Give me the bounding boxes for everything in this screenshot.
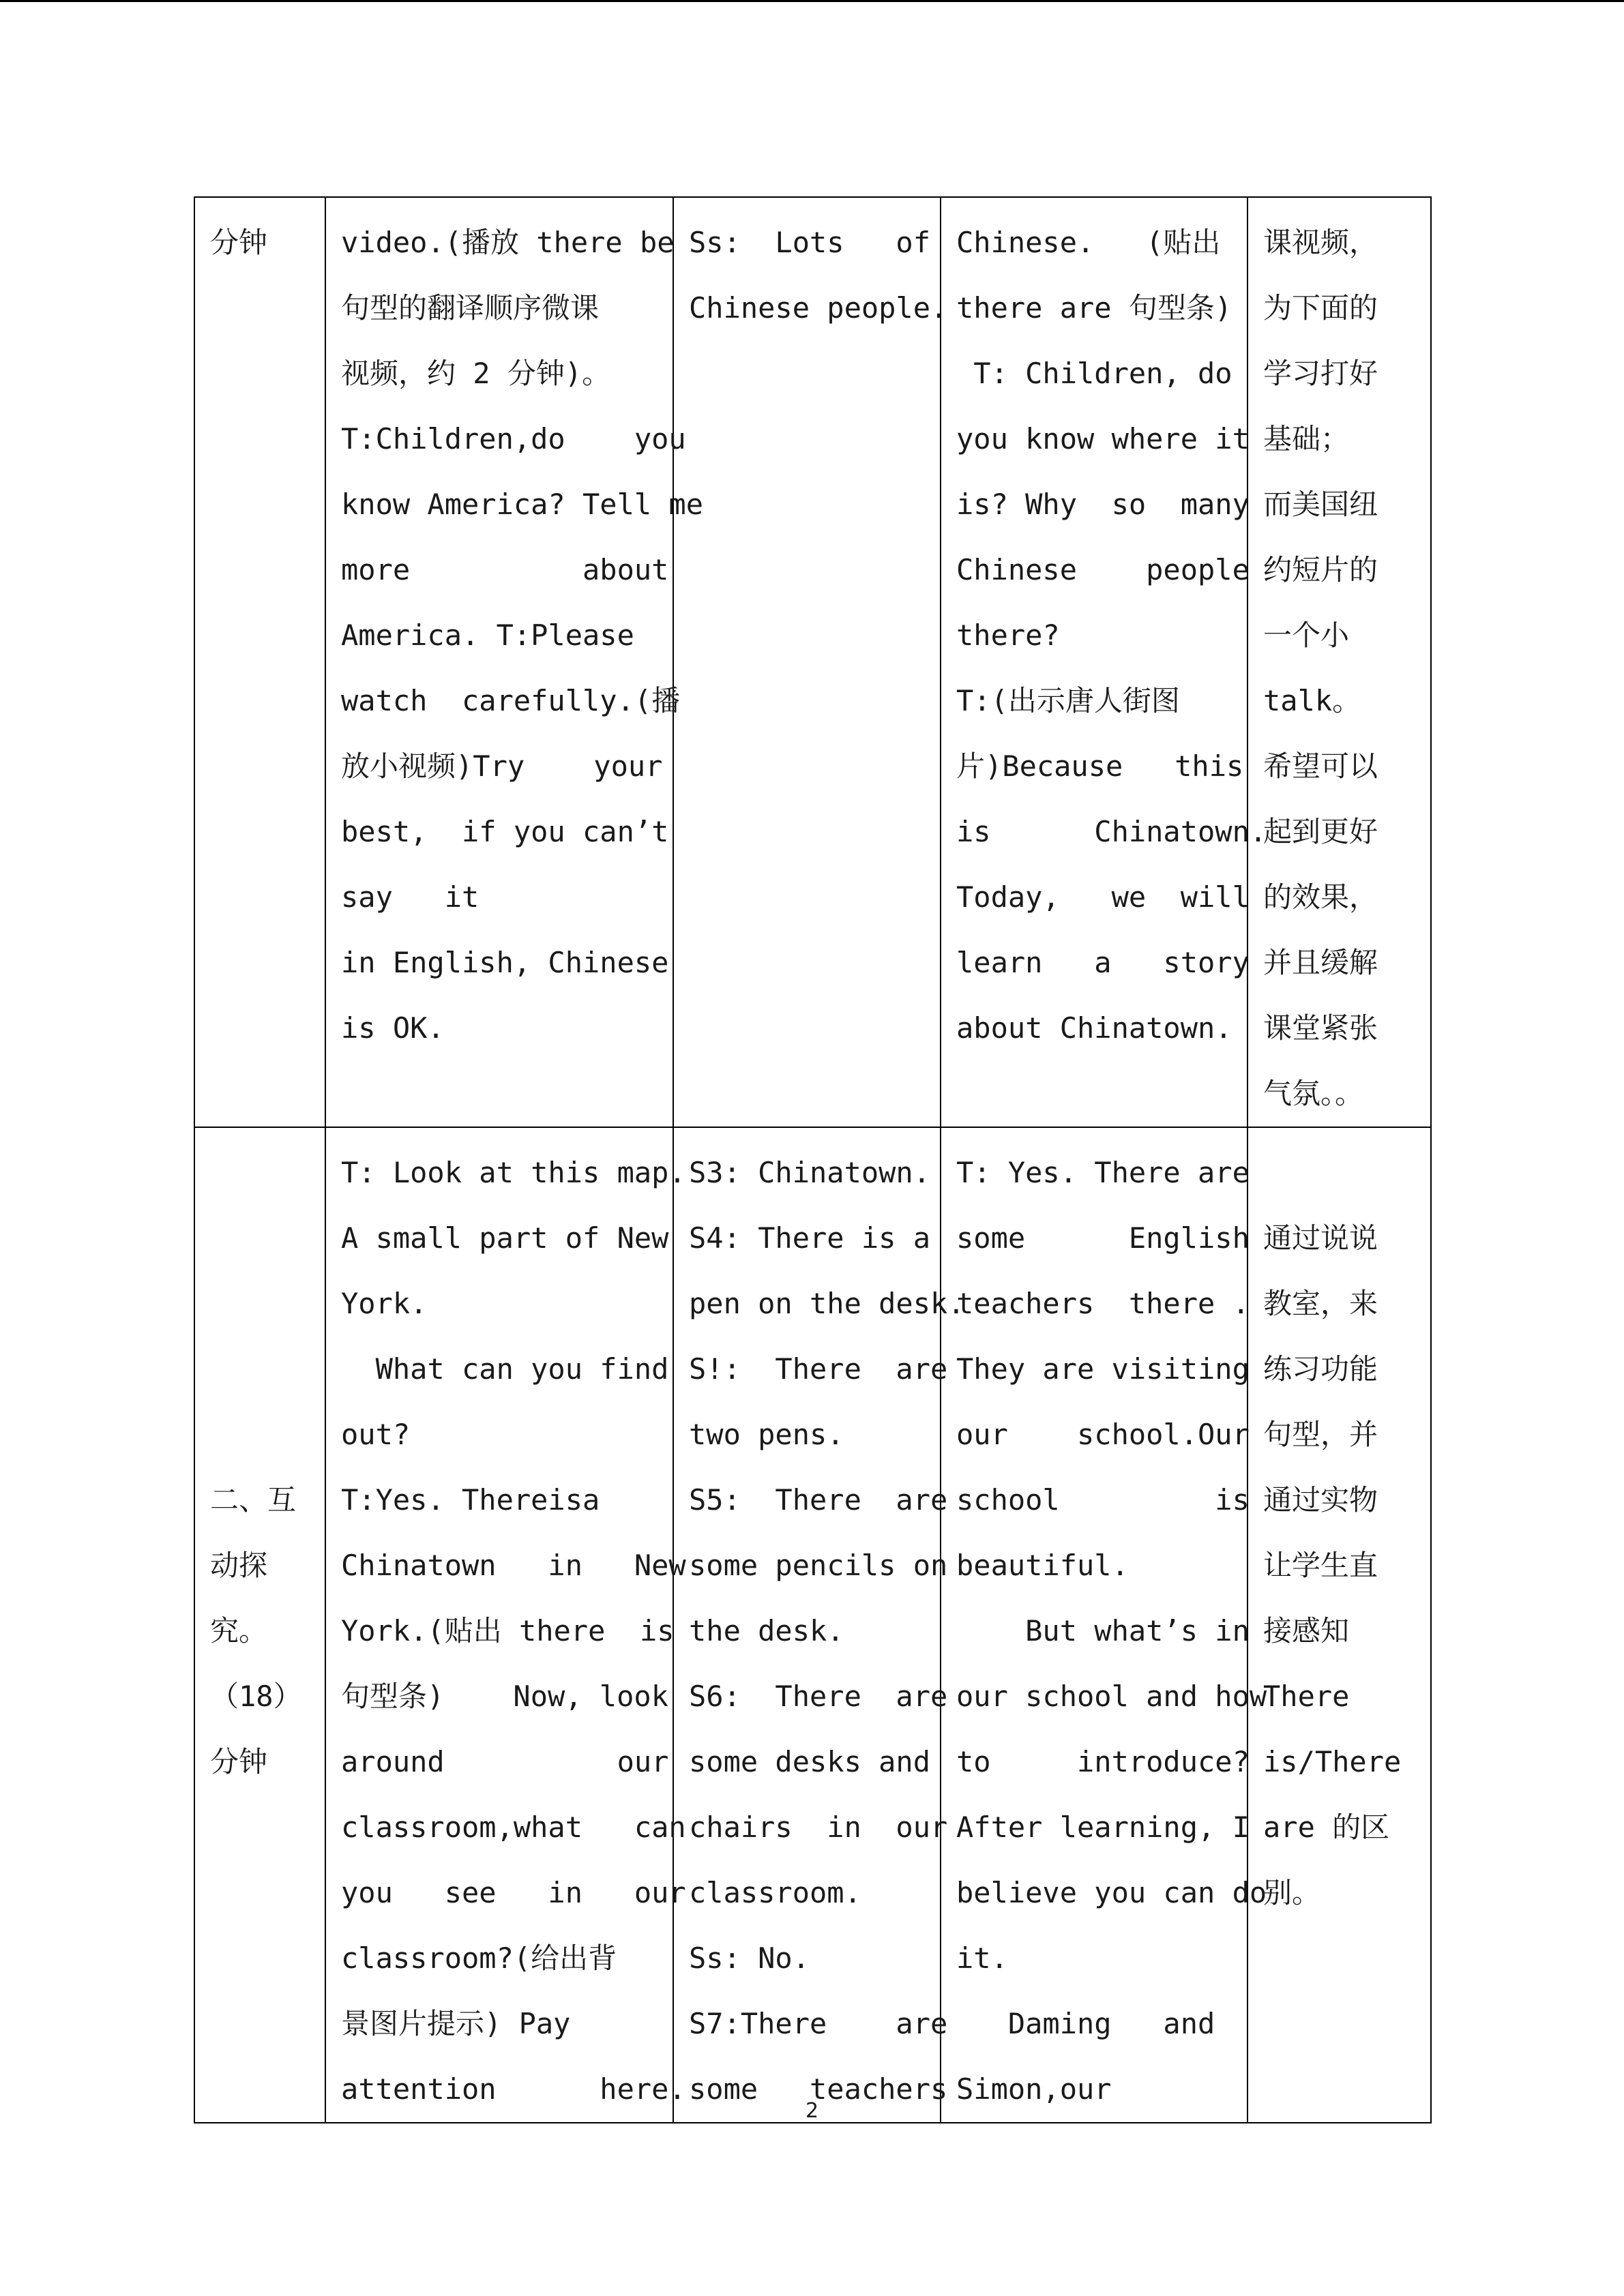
cell-text-line: to introduce? (956, 1745, 1250, 1778)
cell-text-line: Chinese people (956, 553, 1250, 586)
cell-text-line: out? (341, 1418, 411, 1451)
cell-text-line: S3: Chinatown. (689, 1156, 931, 1189)
cell-text-line: learn a story (956, 946, 1250, 979)
cell-text-line: more about (341, 553, 669, 586)
cell-text-line: Daming and (956, 2007, 1215, 2040)
cell-text-line: 课堂紧张 (1263, 1011, 1378, 1045)
cell-text-line: beautiful. (956, 1549, 1129, 1582)
cell-text-line: Simon,our (956, 2072, 1112, 2106)
page-number: 2 (805, 2099, 819, 2123)
cell-text-line: Ss: No. (689, 1941, 810, 1975)
cell-text-line: 并且缓解 (1263, 946, 1378, 979)
cell-text-line: 学习打好 (1263, 357, 1378, 390)
cell-text-line: classroom. (689, 1876, 861, 1909)
cell-text-line: 课视频， (1263, 226, 1378, 259)
cell-text-line: 起到更好 (1263, 815, 1378, 848)
cell-text-line: 视频，约 2 分钟)。 (341, 357, 611, 390)
cell-text-line: What can you find (341, 1352, 669, 1386)
cell-text-line: watch carefully.(播 (341, 684, 681, 717)
student-activity-cell (673, 197, 948, 1127)
cell-text-line: you see in our (341, 1876, 686, 1909)
cell-text-line: 通过实物 (1263, 1483, 1378, 1517)
cell-text-line: 通过说说 (1263, 1221, 1378, 1255)
cell-text-line: S!: There are (689, 1352, 948, 1386)
cell-text-line: Chinatown in New (341, 1549, 686, 1582)
cell-text-line: is Chinatown. (956, 815, 1267, 848)
cell-text-line: 教室，来 (1263, 1287, 1378, 1320)
cell-text-line: S5: There are (689, 1483, 948, 1517)
top-border-line (0, 0, 1624, 2)
cell-text-line: 动探 (210, 1549, 268, 1582)
cell-text-line: teachers there . (956, 1287, 1250, 1320)
cell-text-line: know America? Tell me (341, 488, 704, 521)
cell-text-line: T: Look at this map. (341, 1156, 686, 1189)
stage-cell (194, 1127, 325, 2123)
cell-text-line: 让学生直 (1263, 1549, 1378, 1582)
cell-text-line: 基础； (1263, 422, 1350, 456)
cell-text-line: 别。 (1263, 1876, 1321, 1909)
cell-text-line: two pens. (689, 1418, 844, 1451)
cell-text-line: T: Children, do (956, 357, 1232, 390)
cell-text-line: some desks and (689, 1745, 931, 1778)
cell-text-line: some pencils on (689, 1549, 948, 1582)
cell-text-line: 希望可以 (1263, 749, 1378, 783)
cell-text-line: S7:There are (689, 2007, 948, 2040)
cell-text-line: some English (956, 1221, 1250, 1255)
cell-text-line: some teachers (689, 2072, 948, 2106)
cell-text-line: 片)Because this (956, 749, 1244, 783)
cell-text-line: T:Children,do you (341, 422, 686, 456)
table-row (194, 1127, 1431, 2123)
cell-text-line: Ss: Lots of (689, 226, 931, 259)
table-row (194, 197, 1431, 1127)
cell-text-line: is/There (1263, 1745, 1402, 1778)
cell-text-line: T:(出示唐人街图 (956, 684, 1180, 717)
cell-text-line: is OK. (341, 1011, 445, 1045)
cell-text-line: Chinese. (贴出 (956, 226, 1221, 259)
cell-text-line: They are visiting (956, 1352, 1250, 1386)
cell-text-line: are 的区 (1263, 1810, 1390, 1844)
cell-text-line: our school and how (956, 1680, 1267, 1713)
cell-text-line: America. T:Please (341, 618, 634, 652)
cell-text-line: 的效果， (1263, 880, 1378, 914)
cell-text-line: is? Why so many (956, 488, 1250, 521)
cell-text-line: attention here. (341, 2072, 686, 2106)
teacher-talk-cell (941, 1127, 1267, 2123)
cell-text-line: best, if you can’t (341, 815, 669, 848)
cell-text-line: talk。 (1263, 684, 1361, 717)
cell-text-line: A small part of New (341, 1221, 669, 1255)
cell-text-line: pen on the desk. (689, 1287, 965, 1320)
cell-text-line: T:Yes. Thereisa (341, 1483, 600, 1517)
cell-text-line: video.(播放 there be (341, 226, 675, 259)
cell-text-line: about Chinatown. (956, 1011, 1232, 1045)
cell-text-line: 一个小 (1263, 618, 1350, 652)
cell-text-line: 景图片提示) Pay (341, 2007, 571, 2040)
cell-text-line: 究。 (210, 1614, 268, 1648)
teacher-activity-cell (325, 197, 704, 1127)
cell-text-line: around our (341, 1745, 669, 1778)
cell-text-line: 分钟 (210, 226, 268, 259)
cell-text-line: （18） (210, 1680, 302, 1713)
cell-text-line: you know where it (956, 422, 1250, 456)
cell-text-line: there are 句型条) (956, 291, 1232, 325)
cell-text-line: chairs in our (689, 1810, 948, 1844)
teacher-activity-cell (325, 1127, 686, 2123)
cell-text-line: 接感知 (1263, 1614, 1350, 1648)
cell-text-line: York. (341, 1287, 428, 1320)
cell-text-line: 练习功能 (1263, 1352, 1378, 1386)
cell-text-line: 放小视频)Try your (341, 749, 663, 783)
cell-text-line: 二、互 (210, 1483, 297, 1517)
cell-text-line: our school.Our (956, 1418, 1250, 1451)
cell-text-line: There (1263, 1680, 1350, 1713)
cell-text-line: 分钟 (210, 1745, 268, 1778)
cell-text-line: believe you can do (956, 1876, 1267, 1909)
teacher-talk-cell (941, 197, 1267, 1127)
cell-text-line: say it (341, 880, 479, 914)
cell-text-line: But what’s in (956, 1614, 1250, 1648)
design-intent-cell (1247, 1127, 1431, 2123)
cell-text-line: Today, we will (956, 880, 1250, 914)
cell-text-line: 而美国纽 (1263, 488, 1378, 521)
cell-text-line: 气氛。。 (1263, 1077, 1364, 1110)
cell-text-line: 句型的翻译顺序微课 (341, 291, 600, 325)
design-intent-cell (1247, 197, 1431, 1127)
cell-text-line: school is (956, 1483, 1250, 1517)
cell-text-line: 句型条) Now, look (341, 1680, 669, 1713)
cell-text-line: 约短片的 (1263, 553, 1378, 586)
cell-text-line: it. (956, 1941, 1008, 1975)
cell-text-line: 句型，并 (1263, 1418, 1378, 1451)
cell-text-line: S6: There are (689, 1680, 948, 1713)
cell-text-line: 为下面的 (1263, 291, 1378, 325)
lesson-plan-table (194, 196, 1432, 2123)
stage-cell (194, 197, 325, 1127)
cell-text-line: there? (956, 618, 1060, 652)
cell-text-line: S4: There is a (689, 1221, 931, 1255)
cell-text-line: in English, Chinese (341, 946, 669, 979)
cell-text-line: classroom?(给出背 (341, 1941, 617, 1975)
cell-text-line: T: Yes. There are (956, 1156, 1250, 1189)
cell-text-line (1263, 1140, 1415, 1206)
student-activity-cell (673, 1127, 965, 2123)
cell-text-line: classroom,what can (341, 1810, 686, 1844)
cell-text-line: the desk. (689, 1614, 844, 1648)
cell-text-line: Chinese people. (689, 291, 948, 325)
cell-text-line: York.(贴出 there is (341, 1614, 675, 1648)
cell-text-line: After learning, I (956, 1810, 1250, 1844)
